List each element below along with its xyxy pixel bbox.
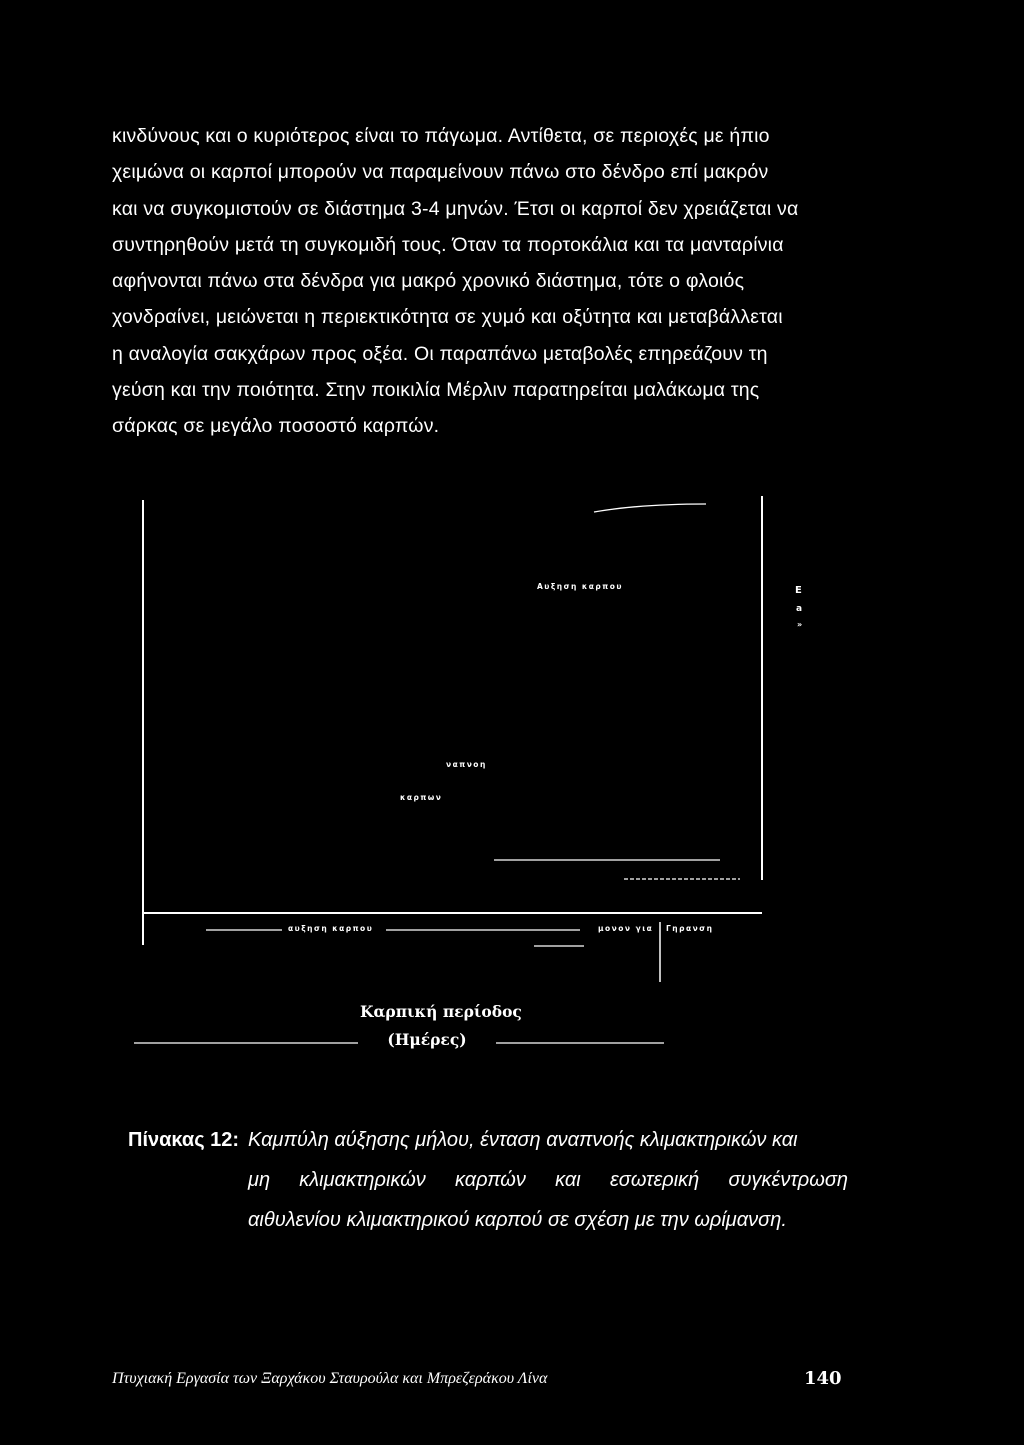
page-number: 140 — [804, 1368, 842, 1389]
phase-label-growth: αυξηση καρπου — [288, 924, 374, 933]
caption-label: Πίνακας 12: — [128, 1129, 240, 1151]
body-paragraph — [112, 118, 842, 445]
phase-label-ripening: μονον για — [598, 924, 654, 933]
curve-label: Αυξηση καρπου — [537, 582, 623, 591]
footer-text: Πτυχιακή Εργασία των Ξαρχάκου Σταυρούλα και Μπρεζεράκου Λίνα — [112, 1370, 548, 1387]
figure-lines — [0, 480, 1024, 1060]
body-line: χειμώνα οι καρποί μπορούν να παραμείνουν πάνω στο δένδρο επί μακρόν — [112, 161, 769, 184]
x-axis-label: Καρπική περίοδος — [360, 1002, 522, 1021]
page-footer — [112, 1370, 852, 1388]
body-line: γεύση και την ποιότητα. Στην ποικιλία Μέρλιν παρατηρείται μαλάκωμα της — [112, 379, 760, 402]
body-line: σάρκας σε μεγάλο ποσοστό καρπών. — [112, 415, 440, 438]
body-line: χονδραίνει, μειώνεται η περιεκτικότητα σε χυμό και οξύτητα και μεταβάλλεται — [112, 306, 783, 329]
respiration-label: ναπνοη — [446, 760, 487, 769]
body-line: συντηρηθούν μετά τη συγκομιδή τους. Όταν τα πορτοκάλια και τα μανταρίνια — [112, 233, 784, 256]
body-line: αφήνονται πάνω στα δένδρα για μακρό χρονικό διάστημα, τότε ο φλοιός — [112, 270, 745, 293]
right-axis-fragment: E — [795, 585, 804, 596]
caption-line: Καμπύλη αύξησης μήλου, ένταση αναπνοής κλιμακτηρικών και — [248, 1129, 798, 1151]
caption-line: αιθυλενίου κλιμακτηρικού καρπού σε σχέση με την ωρίμανση. — [248, 1209, 787, 1231]
curve-top-fragment — [594, 504, 706, 512]
caption-line: μη κλιμακτηρικών καρπών και εσωτερική συγκέντρωση — [248, 1169, 848, 1191]
fruits-label: καρπων — [400, 793, 443, 802]
body-line: η αναλογία σακχάρων προς οξέα. Οι παραπάνω μεταβολές επηρεάζουν τη — [112, 342, 768, 365]
right-axis-fragment: » — [797, 620, 804, 629]
body-line: κινδύνους και ο κυριότερος είναι το πάγωμα. Αντίθετα, σε περιοχές με ήπιο — [112, 125, 770, 147]
body-line: και να συγκομιστούν σε διάστημα 3-4 μηνών. Έτσι οι καρποί δεν χρειάζεται να — [112, 197, 799, 220]
phase-label-senescence: Γηρανση — [666, 924, 714, 933]
figure-growth-respiration — [0, 480, 1024, 1060]
caption-text — [248, 1120, 848, 1240]
x-axis-unit: (Ημέρες) — [387, 1030, 467, 1049]
right-axis-fragment: a — [796, 604, 804, 614]
